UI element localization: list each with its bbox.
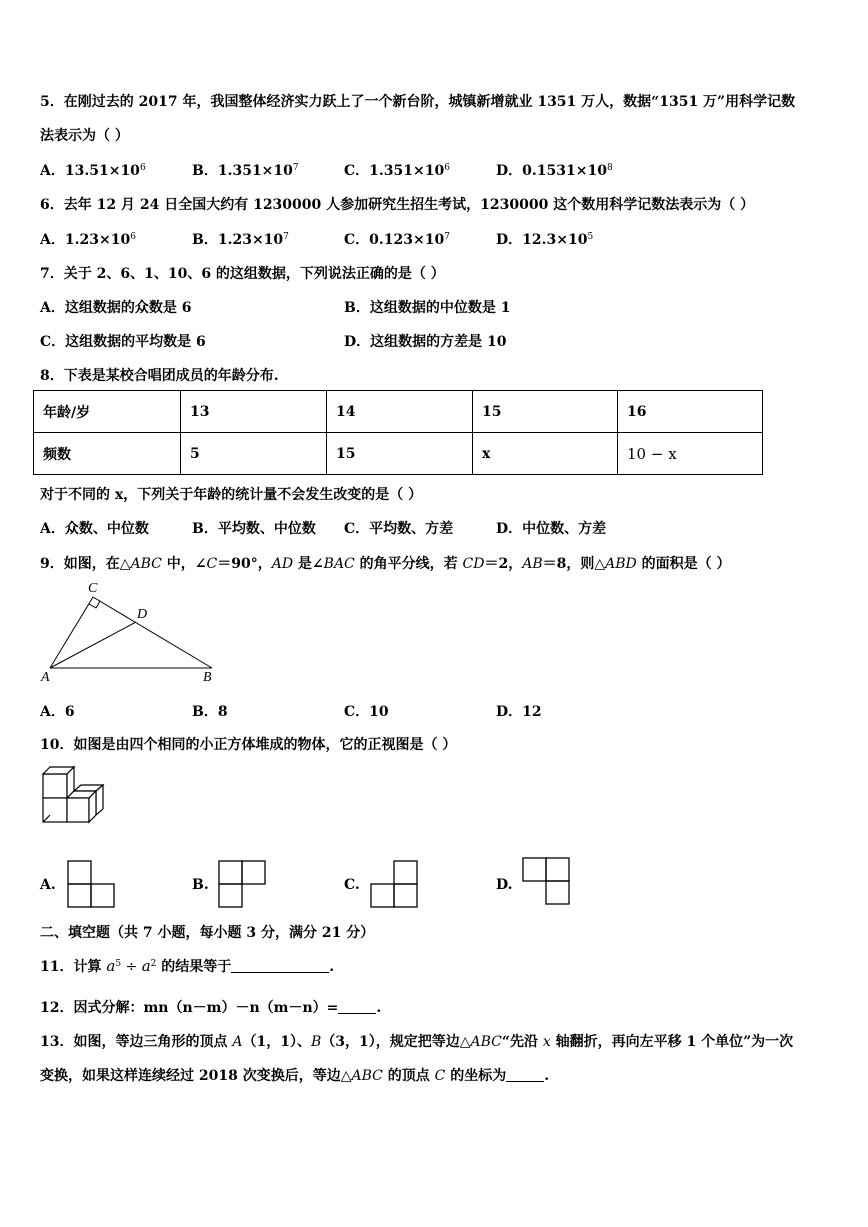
cube-stack-figure bbox=[38, 765, 110, 840]
q13-line2: 变换，如果这样连续经过 2018 次变换后，等边△ABC 的顶点 C 的坐标为 . bbox=[40, 1068, 550, 1084]
q7-option-a[interactable]: A．这组数据的众数是 6 bbox=[40, 300, 192, 316]
side-ac bbox=[50, 597, 93, 668]
q8-option-d[interactable]: D．中位数、方差 bbox=[496, 521, 607, 537]
q5-stem-line2: 法表示为（ ） bbox=[40, 128, 129, 144]
q6-option-a[interactable]: A．$1.23\times 10^6$ bbox=[40, 232, 136, 248]
table-cell: 5 bbox=[181, 433, 327, 475]
table-cell: 15 bbox=[473, 391, 618, 433]
q10-option-a-view[interactable] bbox=[66, 859, 116, 909]
q7-stem: 7．关于 2、6、1、10、6 的这组数据，下列说法正确的是（ ） bbox=[40, 266, 445, 282]
q11-stem: 11．计算 $a^5 \div a^2$ 的结果等于 . bbox=[40, 957, 335, 975]
q13-answer-blank[interactable] bbox=[506, 1069, 544, 1082]
q9-stem: 9．如图，在△ABC 中，∠C＝90°，AD 是∠BAC 的角平分线，若 CD＝2，AB＝8，则△ABD 的面积是（ ） bbox=[40, 556, 731, 572]
q10-stem: 10．如图是由四个相同的小正方体堆成的物体，它的正视图是（ ） bbox=[40, 737, 457, 753]
table-cell: 14 bbox=[327, 391, 473, 433]
q10-option-a-label[interactable]: A. bbox=[40, 877, 56, 893]
q8-stem: 8．下表是某校合唱团成员的年龄分布. bbox=[40, 368, 279, 384]
table-cell: 13 bbox=[181, 391, 327, 433]
q7-option-d[interactable]: D．这组数据的方差是 10 bbox=[344, 334, 507, 350]
q6-option-b[interactable]: B．$1.23\times 10^7$ bbox=[192, 232, 289, 248]
q10-option-d-view[interactable] bbox=[521, 856, 571, 906]
cube-front-right bbox=[67, 798, 89, 822]
side-cb bbox=[93, 597, 212, 668]
table-cell: 15 bbox=[327, 433, 473, 475]
section-2-heading: 二、填空题（共 7 小题，每小题 3 分，满分 21 分） bbox=[40, 925, 375, 941]
vertex-label-b: B bbox=[203, 670, 212, 685]
q5-stem-line1: 5．在刚过去的 2017 年，我国整体经济实力跃上了一个新台阶，城镇新增就业 1351 万人，数据“1351 万”用科学记数 bbox=[40, 94, 796, 110]
q11-answer-blank[interactable] bbox=[231, 960, 329, 973]
q9-option-a[interactable]: A．6 bbox=[40, 704, 75, 720]
triangle-figure bbox=[36, 578, 226, 688]
q5-option-b[interactable]: B．$1.351\times 10^7$ bbox=[192, 163, 299, 179]
q13-line1: 13．如图，等边三角形的顶点 A（1，1）、B（3，1），规定把等边△ABC“先沿 x 轴翻折，再向左平移 1 个单位”为一次 bbox=[40, 1034, 794, 1050]
q12-answer-blank[interactable] bbox=[338, 1001, 376, 1014]
q6-option-d[interactable]: D．$12.3\times 10^5$ bbox=[496, 232, 594, 248]
cube-back-side bbox=[96, 785, 103, 815]
table-cell: 年龄/岁 bbox=[34, 391, 181, 433]
right-angle-mark bbox=[89, 601, 100, 608]
table-row-header bbox=[34, 391, 763, 433]
q9-option-c[interactable]: C．10 bbox=[344, 704, 389, 720]
point-label-d: D bbox=[137, 607, 148, 622]
q9-option-d[interactable]: D．12 bbox=[496, 704, 542, 720]
cube-top-front bbox=[43, 774, 67, 798]
q6-stem: 6．去年 12 月 24 日全国大约有 1230000 人参加研究生招生考试，1230000 这个数用科学记数法表示为（ ） bbox=[40, 197, 755, 213]
age-frequency-table bbox=[33, 390, 763, 475]
q8-after-table: 对于不同的 x，下列关于年龄的统计量不会发生改变的是（ ） bbox=[40, 487, 423, 503]
q10-option-b-label[interactable]: B. bbox=[192, 877, 209, 893]
q5-option-d[interactable]: D．$0.1531\times 10^8$ bbox=[496, 163, 613, 179]
q10-option-c-label[interactable]: C. bbox=[344, 877, 360, 893]
table-cell: 16 bbox=[618, 391, 763, 433]
table-cell: 频数 bbox=[34, 433, 181, 475]
q8-option-a[interactable]: A．众数、中位数 bbox=[40, 521, 149, 537]
q7-option-b[interactable]: B．这组数据的中位数是 1 bbox=[344, 300, 511, 316]
q10-option-c-view[interactable] bbox=[369, 859, 419, 909]
table-row-frequency bbox=[34, 433, 763, 475]
q10-option-b-view[interactable] bbox=[217, 859, 267, 909]
q7-option-c[interactable]: C．这组数据的平均数是 6 bbox=[40, 334, 206, 350]
q10-option-d-label[interactable]: D. bbox=[496, 877, 513, 893]
table-cell: 10 − x bbox=[618, 433, 763, 475]
q8-option-c[interactable]: C．平均数、方差 bbox=[344, 521, 454, 537]
q8-option-b[interactable]: B．平均数、中位数 bbox=[192, 521, 316, 537]
q9-option-b[interactable]: B．8 bbox=[192, 704, 228, 720]
bisector-ad bbox=[50, 622, 136, 668]
table-cell: x bbox=[473, 433, 618, 475]
q5-option-a[interactable]: A．$13.51\times 10^6$ bbox=[40, 163, 146, 179]
vertex-label-c: C bbox=[88, 581, 98, 596]
vertex-label-a: A bbox=[41, 670, 50, 685]
q6-option-c[interactable]: C．$0.123\times 10^7$ bbox=[344, 232, 450, 248]
q12-stem: 12．因式分解：mn（n－m）－n（m－n）= . bbox=[40, 1000, 382, 1016]
q5-option-c[interactable]: C．$1.351\times 10^6$ bbox=[344, 163, 450, 179]
